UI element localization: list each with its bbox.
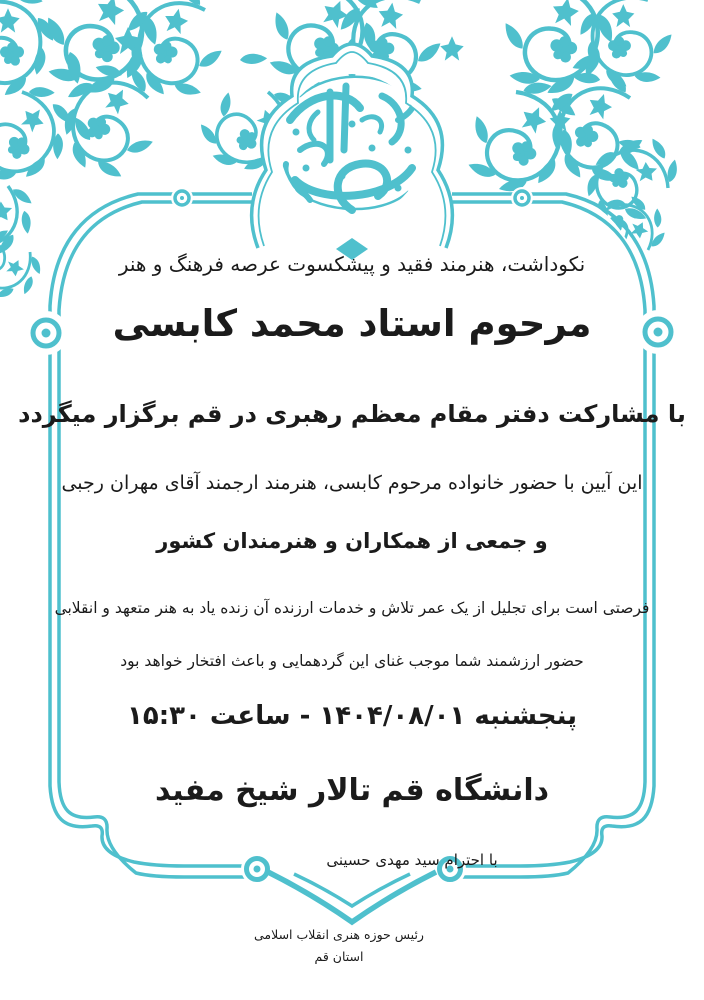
scroll-ornament-top-left <box>171 187 193 209</box>
scroll-ornament-top-right <box>511 187 533 209</box>
signatory-title-line: رئیس حوزه هنری انقلاب اسلامی <box>254 927 424 942</box>
tribute-line: فرصتی است برای تجلیل از یک عمر تلاش و خدمات ارزنده آن زنده یاد به هنر متعهد و انقلابی <box>54 599 650 617</box>
venue-line: دانشگاه قم تالار شیخ مفید <box>154 773 550 808</box>
datetime-line: پنجشنبه ۱۴۰۴/۰۸/۰۱ - ساعت ۱۵:۳۰ <box>126 701 577 731</box>
organizer-line: با مشارکت دفتر مقام معظم رهبری در قم برگزار میگردد <box>18 400 686 428</box>
attendees-line-1: این آیین با حضور خانواده مرحوم کابسی، هنرمند ارجمند آقای مهران رجبی <box>61 472 643 494</box>
chevron-arch-inner <box>294 874 410 906</box>
invitation-line: حضور ارزشمند شما موجب غنای این گردهمایی و باعث افتخار خواهد بود <box>120 652 584 670</box>
signature-line: با احترام سید مهدی حسینی <box>326 851 498 869</box>
chevron-arch-outer <box>268 872 436 922</box>
signatory-province-line: استان قم <box>314 949 364 964</box>
honoree-name: مرحوم استاد محمد کابسی <box>112 302 592 345</box>
header-line: نکوداشت، هنرمند فقید و پیشکسوت عرصه فرهنگ و هنر <box>118 252 586 276</box>
attendees-line-2: و جمعی از همکاران و هنرمندان کشور <box>156 529 548 553</box>
